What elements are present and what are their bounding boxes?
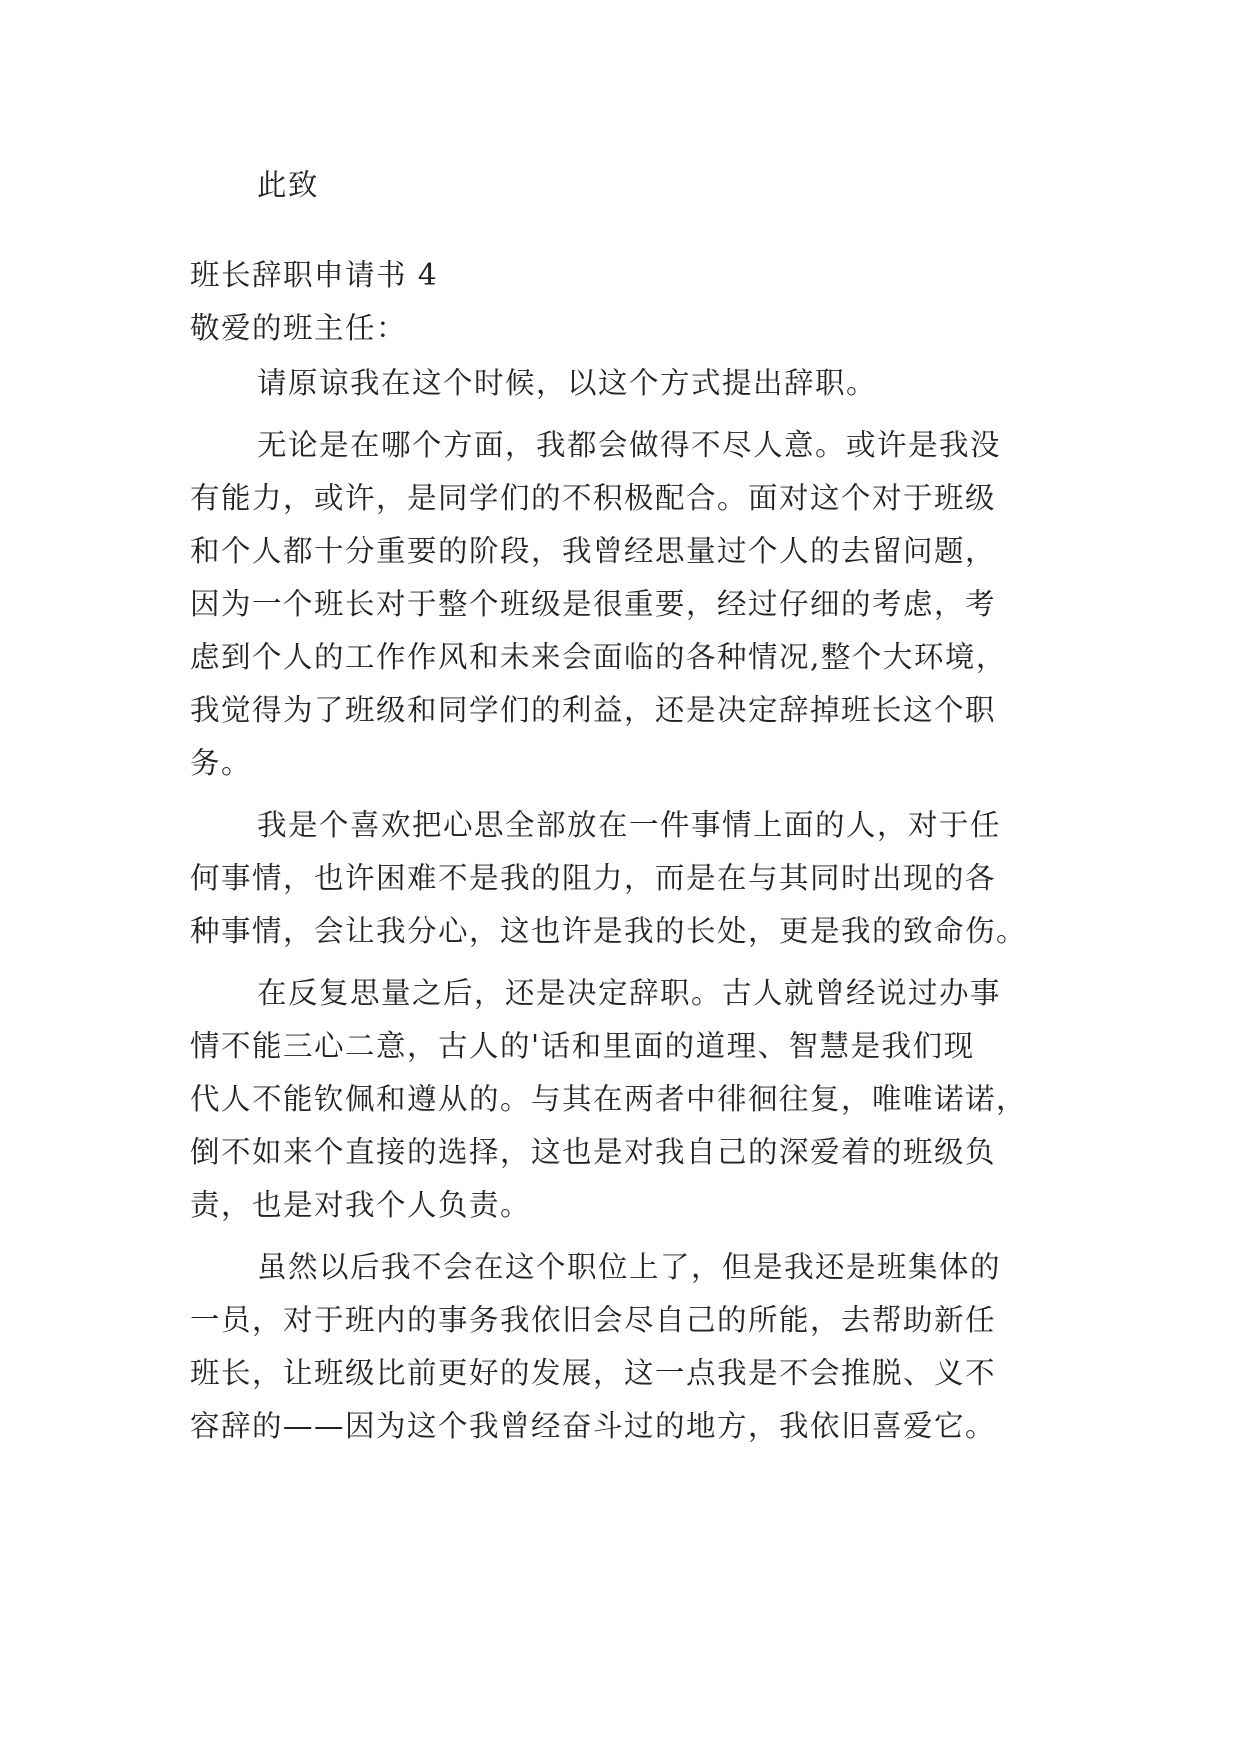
body-line: 请原谅我在这个时候，以这个方式提出辞职。	[257, 366, 878, 400]
body-line: 种事情，会让我分心，这也许是我的长处，更是我的致命伤。	[190, 914, 1028, 948]
body-line: 我觉得为了班级和同学们的利益，还是决定辞掉班长这个职	[190, 693, 997, 727]
body-line: 因为一个班长对于整个班级是很重要，经过仔细的考虑，考	[190, 587, 997, 621]
body-line: 在反复思量之后，还是决定辞职。古人就曾经说过办事	[257, 976, 1002, 1010]
body-line: 一员，对于班内的事务我依旧会尽自己的所能，去帮助新任	[190, 1303, 997, 1337]
body-line: 和个人都十分重要的阶段，我曾经思量过个人的去留问题，	[190, 534, 997, 568]
letter-title: 班长辞职申请书 4	[190, 258, 439, 292]
salutation: 敬爱的班主任：	[190, 311, 408, 345]
body-line: 虽然以后我不会在这个职位上了，但是我还是班集体的	[257, 1250, 1002, 1284]
body-line: 班长，让班级比前更好的发展，这一点我是不会推脱、义不	[190, 1356, 997, 1390]
body-line: 情不能三心二意，古人的'话和里面的道理、智慧是我们现	[190, 1029, 975, 1063]
body-line: 虑到个人的工作作风和未来会面临的各种情况,整个大环境，	[190, 640, 1007, 674]
body-line: 容辞的——因为这个我曾经奋斗过的地方，我依旧喜爱它。	[190, 1409, 997, 1443]
body-line: 有能力，或许，是同学们的不积极配合。面对这个对于班级	[190, 481, 997, 515]
closing-text: 此致	[257, 168, 320, 202]
body-line: 倒不如来个直接的选择，这也是对我自己的深爱着的班级负	[190, 1135, 997, 1169]
body-line: 责，也是对我个人负责。	[190, 1188, 532, 1222]
body-line: 务。	[190, 746, 253, 780]
body-line: 代人不能钦佩和遵从的。与其在两者中徘徊往复，唯唯诺诺，	[190, 1082, 1028, 1116]
body-line: 无论是在哪个方面，我都会做得不尽人意。或许是我没	[257, 428, 1002, 462]
body-line: 何事情，也许困难不是我的阻力，而是在与其同时出现的各	[190, 861, 997, 895]
body-line: 我是个喜欢把心思全部放在一件事情上面的人，对于任	[257, 808, 1002, 842]
